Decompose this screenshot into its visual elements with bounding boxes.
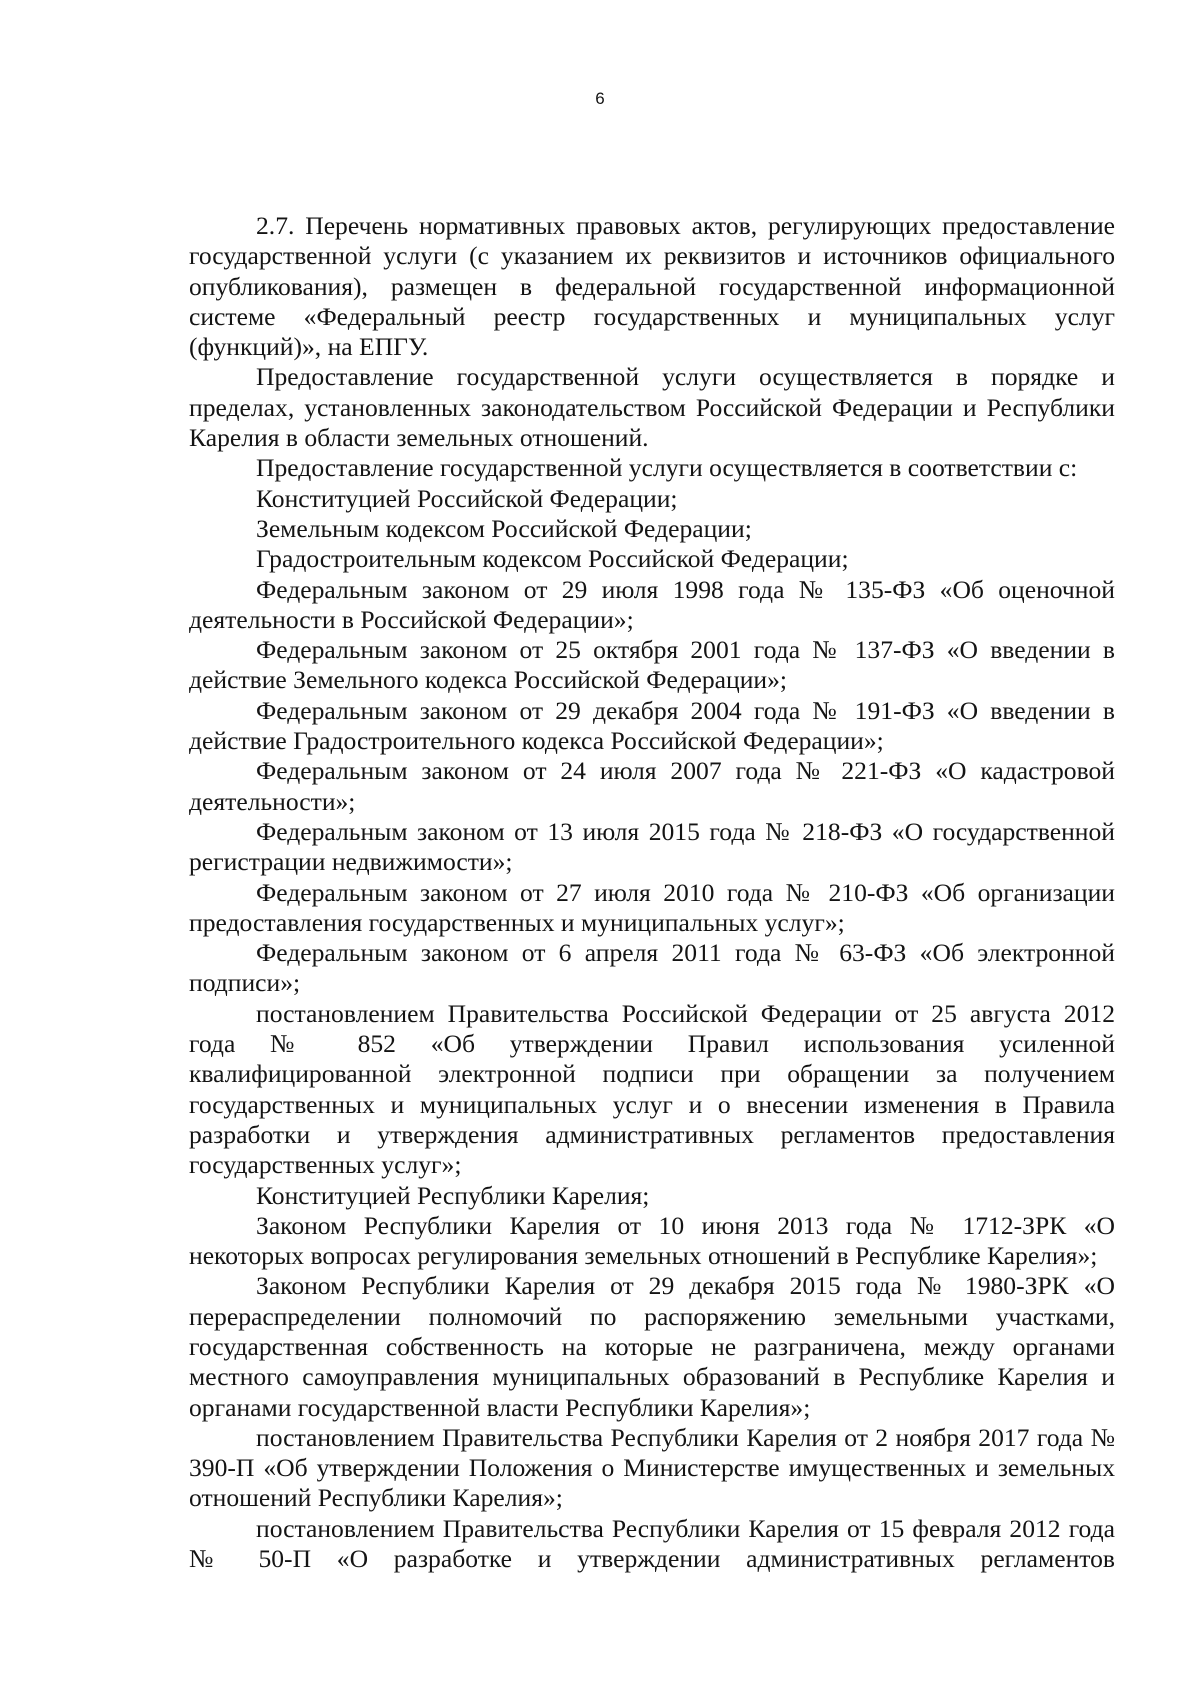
list-item: Федеральным законом от 24 июля 2007 года № 221-ФЗ «О кадастровой деятельности»; [189,756,1115,816]
list-item: Земельным кодексом Российской Федерации; [256,513,752,543]
list-item: Конституцией Республики Карелия; [256,1180,650,1210]
paragraph-accordance: Предоставление государственной услуги осуществляется в соответствии с: [256,453,1078,483]
list-item: постановлением Правительства Республики Карелия от 15 февраля 2012 года № 50-П «О разработке и утверждении административных регламентов [189,1513,1115,1574]
page-number: 6 [595,89,605,108]
list-item: Конституцией Российской Федерации; [256,483,678,513]
paragraph-procedure: Предоставление государственной услуги осуществляется в порядке и пределах, установленных законодательством Российской Федерации и Республики Карелия в области земельных отношений. [189,362,1115,453]
list-item: постановлением Правительства Республики Карелия от 2 ноября 2017 года № 390-П «Об утверждении Положения о Министерстве имущественных и земельных отношений Республики Карелия»; [189,1422,1115,1513]
list-item: Федеральным законом от 13 июля 2015 года № 218-ФЗ «О государственной регистрации недвижимости»; [189,816,1115,877]
list-item: Законом Республики Карелия от 10 июня 2013 года № 1712-ЗРК «О некоторых вопросах регулирования земельных отношений в Республике Карелия»; [189,1210,1115,1271]
paragraph-2-7-intro: 2.7. Перечень нормативных правовых актов, регулирующих предоставление государственной услуги (с указанием их реквизитов и источников официального опубликования), размещен в федеральной государственной информационной системе «Федеральный реестр государственных и муниципальных услуг (функций)», на ЕПГУ. [189,211,1115,362]
list-item: Федеральным законом от 6 апреля 2011 года № 63-ФЗ «Об электронной подписи»; [189,938,1115,998]
list-item: Федеральным законом от 25 октября 2001 года № 137-ФЗ «О введении в действие Земельного кодекса Российской Федерации»; [189,635,1115,695]
list-item: Градостроительным кодексом Российской Федерации; [256,544,849,574]
list-item: Федеральным законом от 29 июля 1998 года № 135-ФЗ «Об оценочной деятельности в Российской Федерации»; [189,574,1115,634]
document-body [189,211,1115,1574]
list-item: Федеральным законом от 29 декабря 2004 года № 191-ФЗ «О введении в действие Градостроительного кодекса Российской Федерации»; [189,695,1115,756]
list-item: Федеральным законом от 27 июля 2010 года № 210-ФЗ «Об организации предоставления государственных и муниципальных услуг»; [189,877,1115,937]
list-item: постановлением Правительства Российской Федерации от 25 августа 2012 года № 852 «Об утверждении Правил использования усиленной квалифицированной электронной подписи при обращении за получением государственных и муниципальных услуг и о внесении изменения в Правила разработки и утверждения административных регламентов предоставления государственных услуг»; [189,998,1115,1180]
list-item: Законом Республики Карелия от 29 декабря 2015 года № 1980-ЗРК «О перераспределении полномочий по распоряжению земельными участками, государственная собственность на которые не разграничена, между органами местного самоуправления муниципальных образований в Республике Карелия и органами государственной власти Республики Карелия»; [189,1271,1115,1422]
